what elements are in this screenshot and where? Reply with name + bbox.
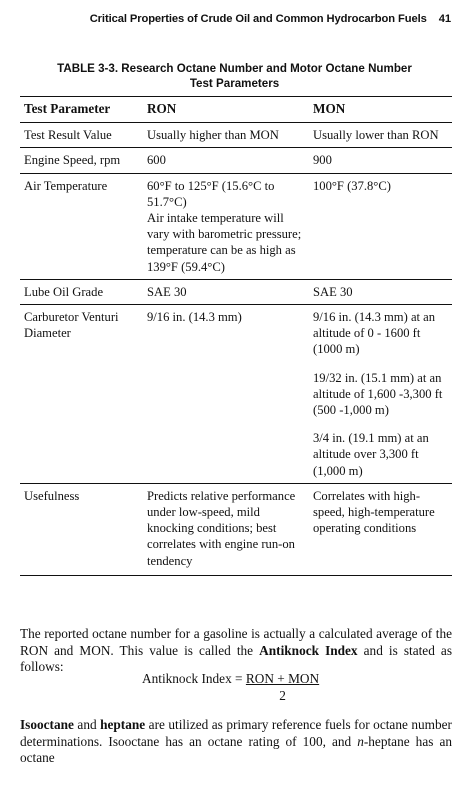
column-header-mon: MON	[309, 97, 452, 123]
ron-cell	[143, 305, 309, 484]
table-row	[20, 483, 452, 575]
ron-text: Usually higher than MON	[147, 128, 279, 143]
table-row	[20, 123, 452, 148]
paragraph-gap	[313, 358, 448, 370]
paragraph-text: and is stated as follows:	[20, 642, 452, 675]
paragraph-text: The reported octane number for a gasoline is actually a calculated average of the RON and MON. This value is called the	[20, 626, 452, 658]
italic-n: n	[357, 733, 364, 749]
table-header-row	[20, 97, 452, 123]
table-caption-line-1: TABLE 3-3. Research Octane Number and Motor Octane Number	[57, 62, 412, 75]
page-number: 41	[438, 13, 451, 25]
mon-cell	[309, 148, 452, 173]
param-cell: Air Temperature	[20, 173, 143, 279]
param-cell: Carburetor Venturi Diameter	[20, 305, 143, 484]
mon-cell	[309, 305, 452, 484]
mon-text: 19/32 in. (15.1 mm) at an altitude of 1,600 -3,300 ft (500 -1,000 m)	[313, 370, 443, 418]
table-row	[20, 148, 452, 173]
term-antiknock-index: Antiknock Index	[259, 642, 358, 658]
paragraph-text: -heptane has an octane	[20, 733, 452, 766]
param-cell: Usefulness	[20, 483, 143, 575]
mon-cell	[309, 279, 452, 304]
param-cell: Lube Oil Grade	[20, 279, 143, 304]
mon-text: 9/16 in. (14.3 mm) at an altitude of 0 - 1600 ft (1000 m)	[313, 310, 436, 357]
table-caption-line-2: Test Parameters	[189, 76, 280, 90]
formula-fraction	[246, 671, 319, 704]
ron-cell	[143, 148, 309, 173]
paragraph-gap	[313, 418, 448, 430]
octane-parameters-table	[20, 96, 452, 576]
param-cell: Engine Speed, rpm	[20, 148, 143, 173]
ron-cell	[143, 173, 309, 279]
body-paragraph-antiknock	[20, 626, 452, 676]
formula-numerator: RON + MON	[245, 671, 320, 686]
mon-text: Usually lower than RON	[313, 128, 439, 143]
mon-text: 100°F (37.8°C)	[313, 178, 391, 193]
param-cell: Test Result Value	[20, 123, 143, 148]
ron-text: Predicts relative performance under low-speed, mild knocking conditions; best correlates with engine run-on tendency	[147, 488, 296, 568]
running-title: Critical Properties of Crude Oil and Common Hydrocarbon Fuels	[89, 13, 427, 25]
running-header	[0, 13, 451, 25]
ron-cell	[143, 483, 309, 575]
body-paragraph-reference-fuels	[20, 717, 452, 767]
mon-text: Correlates with high-speed, high-temperature operating conditions	[313, 488, 435, 536]
ron-text: Air intake temperature will vary with barometric pressure; temperature can be as high as 139°F (59.4°C)	[147, 211, 302, 274]
ron-cell	[143, 279, 309, 304]
mon-cell	[309, 483, 452, 575]
ron-text: 60°F to 125°F (15.6°C to 51.7°C)	[147, 178, 275, 209]
term-heptane: heptane	[100, 717, 146, 732]
mon-text: SAE 30	[313, 284, 353, 299]
mon-cell	[309, 173, 452, 279]
ron-text: 600	[147, 153, 166, 168]
column-header-ron: RON	[143, 97, 309, 123]
table-row	[20, 279, 452, 304]
mon-cell	[309, 123, 452, 148]
antiknock-formula	[142, 671, 319, 704]
ron-text: SAE 30	[147, 284, 187, 299]
ron-cell	[143, 123, 309, 148]
formula-lhs: Antiknock Index =	[142, 671, 246, 686]
formula-denominator: 2	[279, 688, 286, 703]
paragraph-text: and	[73, 717, 101, 732]
term-isooctane: Isooctane	[20, 717, 74, 732]
column-header-test-parameter: Test Parameter	[20, 97, 143, 123]
table-row	[20, 173, 452, 279]
ron-text: 9/16 in. (14.3 mm)	[147, 310, 242, 325]
paragraph-text: are utilized as primary reference fuels for octane number determinations. Isooctane has an octane rating of 100, and	[20, 717, 452, 749]
table-row	[20, 305, 452, 484]
table-caption	[22, 62, 447, 91]
mon-text: 900	[313, 153, 332, 168]
mon-text: 3/4 in. (19.1 mm) at an altitude over 3,300 ft (1,000 m)	[313, 431, 429, 478]
